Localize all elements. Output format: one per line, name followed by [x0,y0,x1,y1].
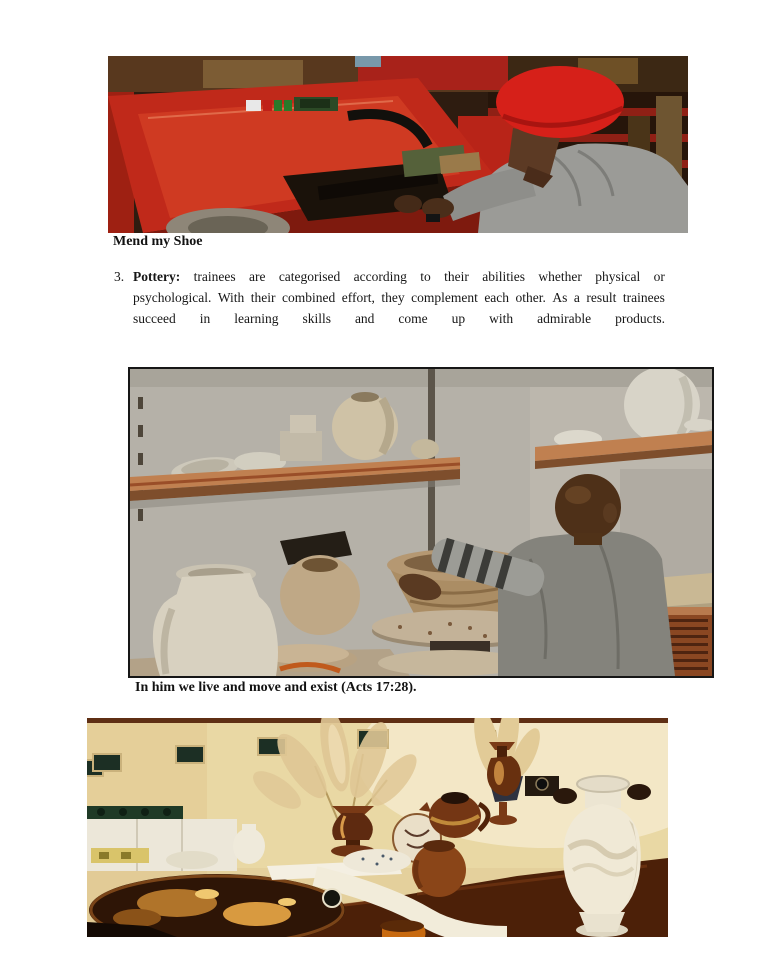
figure-pottery-workshop-caption: In him we live and move and exist (Acts 17:28). [135,680,417,695]
shoe-repair-photo [108,56,688,233]
figure-pottery-display [87,718,668,937]
pottery-paragraph-line2: psychological. With their combined effort, they complement each other. As a result trainees [133,290,665,305]
list-number: 3. [114,269,125,284]
figure-pottery-workshop [128,367,714,678]
figure-shoe-repair [108,56,688,233]
figure-shoe-repair-caption: Mend my Shoe [113,234,203,249]
pottery-paragraph [114,269,665,332]
pottery-paragraph-line3: succeed in learning skills and come up with admirable products. [133,311,665,326]
pottery-paragraph-line1: Pottery: trainees are categorised according to their abilities whether physical or [133,269,665,284]
pottery-display-photo [87,718,668,937]
pottery-workshop-photo [130,369,712,676]
